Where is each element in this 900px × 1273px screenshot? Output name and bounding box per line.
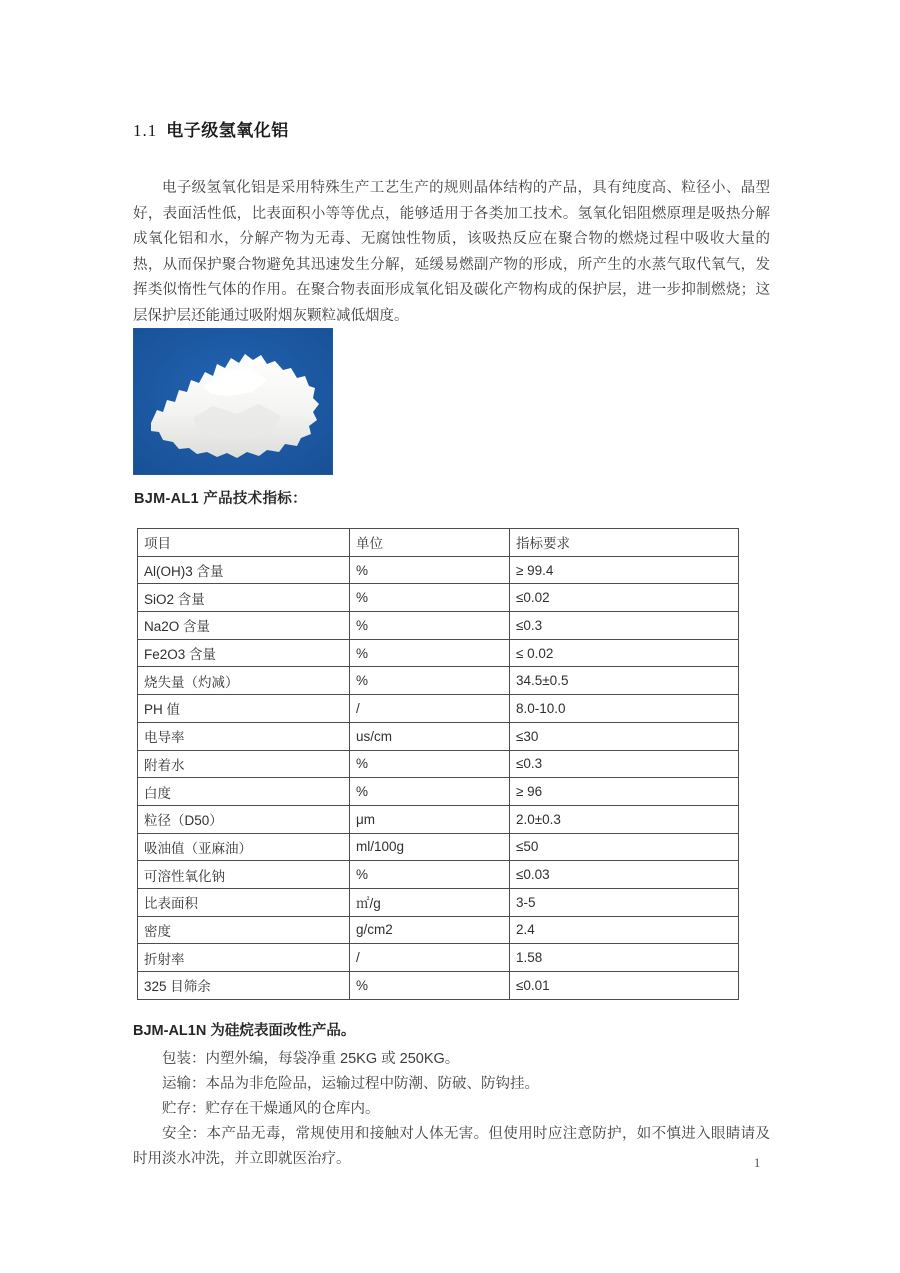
table-row xyxy=(138,722,739,750)
table-cell: Fe2O3 含量 xyxy=(138,639,350,667)
table-cell: % xyxy=(350,584,510,612)
table-row xyxy=(138,584,739,612)
table-cell: 1.58 xyxy=(510,944,739,972)
spec-table xyxy=(137,528,739,1000)
table-row xyxy=(138,944,739,972)
table-cell: ≤0.3 xyxy=(510,750,739,778)
table-cell: 2.0±0.3 xyxy=(510,805,739,833)
table-row xyxy=(138,667,739,695)
table-cell: ≤0.03 xyxy=(510,861,739,889)
table-cell: Na2O 含量 xyxy=(138,612,350,640)
note-line: 运输：本品为非危险品，运输过程中防潮、防破、防钩挂。 xyxy=(162,1076,539,1092)
table-cell: 比表面积 xyxy=(138,888,350,916)
page-number: 1 xyxy=(754,1156,761,1170)
note-line: 贮存：贮存在干燥通风的仓库内。 xyxy=(162,1101,380,1117)
notes-section xyxy=(133,1019,770,1172)
spec-table-body xyxy=(138,529,739,1000)
table-row xyxy=(138,888,739,916)
column-header: 单位 xyxy=(350,529,510,557)
table-row xyxy=(138,556,739,584)
table-row xyxy=(138,861,739,889)
table-cell: / xyxy=(350,695,510,723)
table-cell: % xyxy=(350,750,510,778)
note-line: 包装：内塑外编，每袋净重 25KG 或 250KG。 xyxy=(162,1051,460,1067)
table-cell: Al(OH)3 含量 xyxy=(138,556,350,584)
table-cell: PH 值 xyxy=(138,695,350,723)
table-cell: ≤0.01 xyxy=(510,972,739,1000)
table-cell: ml/100g xyxy=(350,833,510,861)
table-cell: ≤0.3 xyxy=(510,612,739,640)
table-cell: / xyxy=(350,944,510,972)
table-cell: % xyxy=(350,556,510,584)
table-cell: 密度 xyxy=(138,916,350,944)
table-row xyxy=(138,916,739,944)
table-row xyxy=(138,750,739,778)
intro-paragraph: 电子级氢氧化铝是采用特殊生产工艺生产的规则晶体结构的产品，具有纯度高、粒径小、晶型好，表面活性低，比表面积小等等优点，能够适用于各类加工技术。氢氧化铝阻燃原理是吸热分解成氧化铝和水，分解产物为无毒、无腐蚀性物质，该吸热反应在聚合物的燃烧过程中吸收大量的热，从而保护聚合物避免其迅速发生分解，延缓易燃副产物的形成，所产生的水蒸气取代氧气，发挥类似惰性气体的作用。在聚合物表面形成氧化铝及碳化产物构成的保护层，进一步抑制燃烧；这层保护层还能通过吸附烟灰颗粒减低烟度。 xyxy=(133,180,770,324)
section-number: 1.1 xyxy=(133,121,158,140)
table-row xyxy=(138,833,739,861)
table-cell: 附着水 xyxy=(138,750,350,778)
table-cell: ≤0.02 xyxy=(510,584,739,612)
table-cell: 白度 xyxy=(138,778,350,806)
header-row xyxy=(138,529,739,557)
table-cell: 3-5 xyxy=(510,888,739,916)
table-cell: ≤30 xyxy=(510,722,739,750)
table-cell: 325 目筛余 xyxy=(138,972,350,1000)
table-row xyxy=(138,695,739,723)
table-cell: 烧失量（灼减） xyxy=(138,667,350,695)
note-line: 安全：本产品无毒，常规使用和接触对人体无害。但使用时应注意防护，如不慎进入眼睛请及时用淡水冲洗，并立即就医治疗。 xyxy=(133,1126,770,1167)
note-lines-container xyxy=(133,1047,770,1172)
table-row xyxy=(138,805,739,833)
table-row xyxy=(138,778,739,806)
table-cell: 电导率 xyxy=(138,722,350,750)
table-cell: SiO2 含量 xyxy=(138,584,350,612)
table-row xyxy=(138,612,739,640)
table-cell: % xyxy=(350,778,510,806)
table-cell: % xyxy=(350,972,510,1000)
table-cell: % xyxy=(350,612,510,640)
table-cell: ≥ 96 xyxy=(510,778,739,806)
table-row xyxy=(138,972,739,1000)
table-cell: ≥ 99.4 xyxy=(510,556,739,584)
table-cell: 吸油值（亚麻油） xyxy=(138,833,350,861)
table-cell: μm xyxy=(350,805,510,833)
table-cell: 2.4 xyxy=(510,916,739,944)
table-cell: 8.0-10.0 xyxy=(510,695,739,723)
column-header: 指标要求 xyxy=(510,529,739,557)
table-cell: ≤50 xyxy=(510,833,739,861)
table-cell: us/cm xyxy=(350,722,510,750)
column-header: 项目 xyxy=(138,529,350,557)
section-heading xyxy=(133,116,289,141)
table-cell: % xyxy=(350,667,510,695)
table-cell: 34.5±0.5 xyxy=(510,667,739,695)
table-cell: ㎡/g xyxy=(350,888,510,916)
table-cell: 可溶性氧化钠 xyxy=(138,861,350,889)
section-title: 电子级氢氧化铝 xyxy=(166,121,289,140)
table-cell: 粒径（D50） xyxy=(138,805,350,833)
modified-product-note: BJM-AL1N 为硅烷表面改性产品。 xyxy=(133,1023,356,1039)
product-powder-photo xyxy=(133,328,333,475)
table-caption: BJM-AL1 产品技术指标： xyxy=(134,491,307,507)
table-cell: g/cm2 xyxy=(350,916,510,944)
table-cell: 折射率 xyxy=(138,944,350,972)
table-cell: ≤ 0.02 xyxy=(510,639,739,667)
table-cell: % xyxy=(350,861,510,889)
table-cell: % xyxy=(350,639,510,667)
table-row xyxy=(138,639,739,667)
